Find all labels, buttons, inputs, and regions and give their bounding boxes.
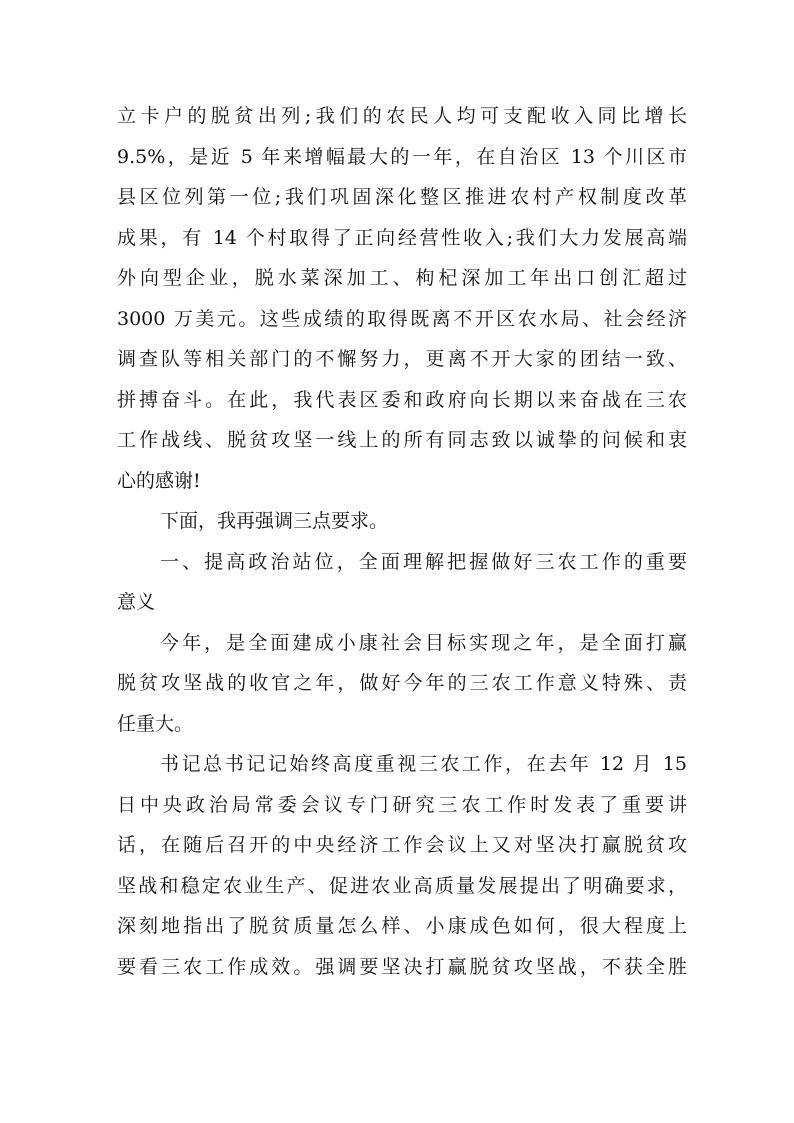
text-line: 成果，有 14 个村取得了正向经营性收入;我们大力发展高端	[117, 226, 687, 249]
text-line: 一、提高政治站位，全面理解把握做好三农工作的重要	[160, 550, 687, 573]
text-line: 深刻地指出了脱贫质量怎么样、小康成色如何，很大程度上	[117, 915, 687, 937]
body-text	[117, 96, 687, 987]
text-line: 9.5%，是近 5 年来增幅最大的一年，在自治区 13 个川区市	[117, 145, 687, 168]
text-line: 3000 万美元。这些成绩的取得既离不开区农水局、社会经济	[117, 307, 687, 330]
text-line: 工作战线、脱贫攻坚一线上的所有同志致以诚挚的问候和衷	[117, 429, 687, 451]
text-line: 要看三农工作成效。强调要坚决打赢脱贫攻坚战，不获全胜	[117, 955, 687, 978]
text-line: 今年，是全面建成小康社会目标实现之年，是全面打赢	[160, 631, 687, 654]
text-line: 拼搏奋斗。在此，我代表区委和政府向长期以来奋战在三农	[117, 388, 687, 411]
text-line: 外向型企业，脱水菜深加工、枸杞深加工年出口创汇超过	[117, 267, 687, 289]
text-line: 坚战和稳定农业生产、促进农业高质量发展提出了明确要求，	[117, 874, 687, 897]
text-line: 任重大。	[117, 712, 194, 735]
text-line: 书记总书记记始终高度重视三农工作，在去年 12 月 15	[160, 753, 687, 775]
text-line: 心的感谢!	[117, 469, 201, 492]
text-line: 脱贫攻坚战的收官之年，做好今年的三农工作意义特殊、责	[117, 672, 687, 694]
text-line: 调查队等相关部门的不懈努力，更离不开大家的团结一致、	[117, 348, 687, 370]
text-line: 话，在随后召开的中央经济工作会议上又对坚决打赢脱贫攻	[117, 834, 687, 856]
text-line: 下面，我再强调三点要求。	[160, 510, 389, 532]
text-line: 日中央政治局常委会议专门研究三农工作时发表了重要讲	[117, 793, 687, 816]
text-line: 意义	[117, 591, 156, 613]
text-line: 立卡户的脱贫出列;我们的农民人均可支配收入同比增长	[117, 105, 687, 127]
text-line: 县区位列第一位;我们巩固深化整区推进农村产权制度改革	[117, 186, 687, 208]
